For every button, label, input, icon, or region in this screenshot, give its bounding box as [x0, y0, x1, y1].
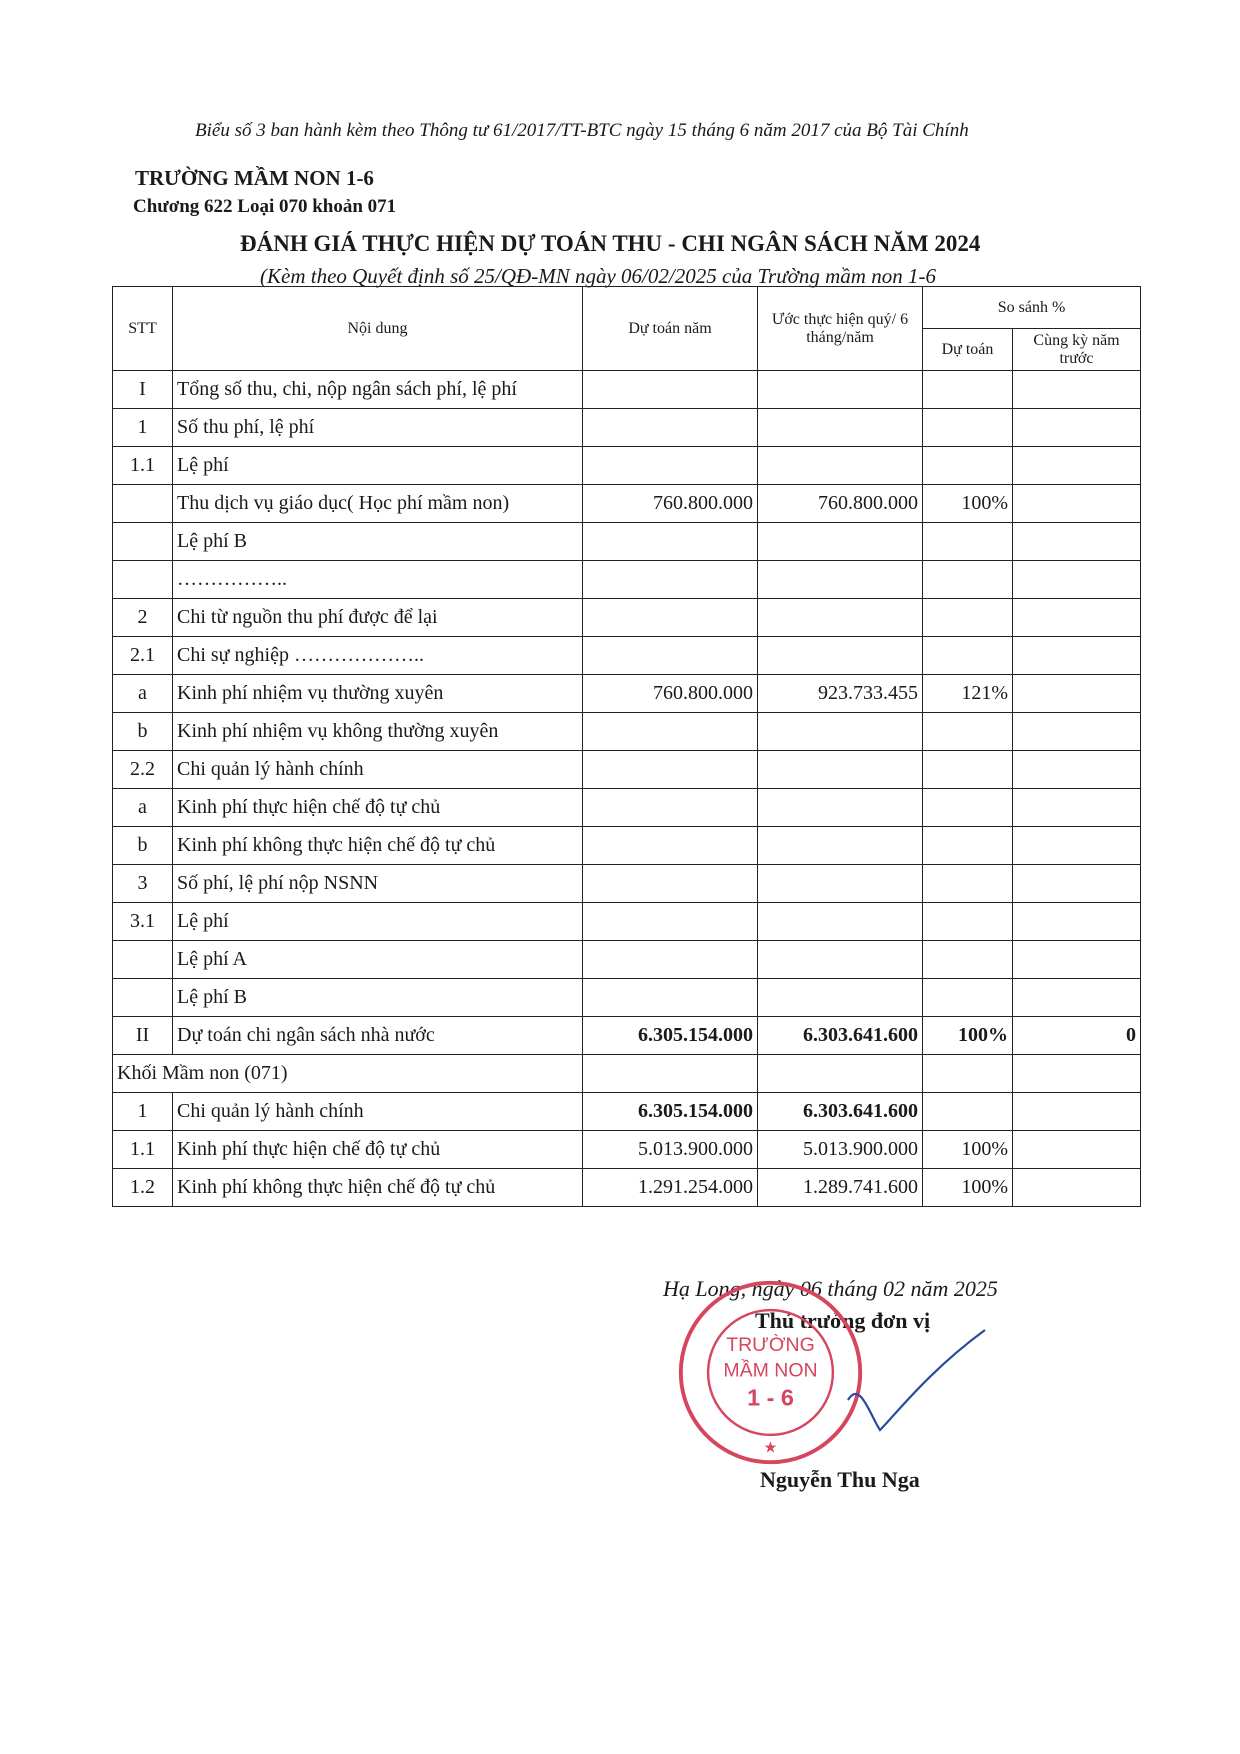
- official-seal: [673, 1275, 868, 1470]
- cell-content: Chi quản lý hành chính: [173, 751, 583, 789]
- cell-budget: [583, 751, 758, 789]
- cell-compare-budget: [923, 979, 1013, 1017]
- table-row: [113, 1055, 1141, 1093]
- cell-stt: 3.1: [113, 903, 173, 941]
- cell-content: Lệ phí: [173, 447, 583, 485]
- header-content: Nội dung: [173, 287, 583, 371]
- table-row: [113, 1017, 1141, 1055]
- cell-compare-prev: [1013, 903, 1141, 941]
- table-row: [113, 485, 1141, 523]
- cell-estimate: 6.303.641.600: [758, 1093, 923, 1131]
- table-row: [113, 637, 1141, 675]
- cell-compare-prev: [1013, 941, 1141, 979]
- cell-budget: 5.013.900.000: [583, 1131, 758, 1169]
- cell-compare-budget: [923, 523, 1013, 561]
- cell-compare-prev: [1013, 561, 1141, 599]
- cell-stt: 1.1: [113, 1131, 173, 1169]
- cell-compare-budget: 100%: [923, 1017, 1013, 1055]
- cell-compare-prev: [1013, 523, 1141, 561]
- cell-stt: 1.2: [113, 1169, 173, 1207]
- cell-content: Lệ phí B: [173, 979, 583, 1017]
- cell-estimate: [758, 561, 923, 599]
- cell-budget: 760.800.000: [583, 675, 758, 713]
- cell-content: Kinh phí nhiệm vụ thường xuyên: [173, 675, 583, 713]
- cell-budget: [583, 637, 758, 675]
- cell-budget: [583, 599, 758, 637]
- header-compare-prev: Cùng kỳ năm trước: [1013, 329, 1141, 371]
- cell-content: Chi sự nghiệp ………………..: [173, 637, 583, 675]
- cell-estimate: [758, 371, 923, 409]
- cell-stt: b: [113, 713, 173, 751]
- cell-budget: [583, 941, 758, 979]
- empty-cell: [583, 1055, 758, 1093]
- empty-cell: [758, 1055, 923, 1093]
- budget-chapter: Chương 622 Loại 070 khoản 071: [133, 196, 397, 217]
- cell-compare-prev: [1013, 637, 1141, 675]
- cell-compare-budget: [923, 371, 1013, 409]
- cell-compare-prev: [1013, 789, 1141, 827]
- cell-content: Kinh phí không thực hiện chế độ tự chủ: [173, 1169, 583, 1207]
- seal-text-3: 1 - 6: [747, 1384, 794, 1411]
- cell-content: Kinh phí thực hiện chế độ tự chủ: [173, 789, 583, 827]
- cell-compare-budget: [923, 903, 1013, 941]
- table-row: [113, 713, 1141, 751]
- cell-compare-prev: [1013, 1131, 1141, 1169]
- cell-content: Kinh phí không thực hiện chế độ tự chủ: [173, 827, 583, 865]
- cell-compare-prev: [1013, 751, 1141, 789]
- table-row: [113, 409, 1141, 447]
- cell-content: Chi quản lý hành chính: [173, 1093, 583, 1131]
- table-row: [113, 371, 1141, 409]
- cell-compare-prev: [1013, 979, 1141, 1017]
- table-row: [113, 979, 1141, 1017]
- cell-content: Lệ phí: [173, 903, 583, 941]
- cell-estimate: [758, 599, 923, 637]
- cell-compare-prev: [1013, 409, 1141, 447]
- cell-content: Tổng số thu, chi, nộp ngân sách phí, lệ phí: [173, 371, 583, 409]
- cell-compare-budget: [923, 751, 1013, 789]
- cell-content: Số thu phí, lệ phí: [173, 409, 583, 447]
- table-row: [113, 675, 1141, 713]
- cell-compare-budget: 100%: [923, 485, 1013, 523]
- table-row: [113, 865, 1141, 903]
- cell-content: Thu dịch vụ giáo dục( Học phí mầm non): [173, 485, 583, 523]
- cell-estimate: [758, 903, 923, 941]
- table-row: [113, 447, 1141, 485]
- cell-content: Kinh phí nhiệm vụ không thường xuyên: [173, 713, 583, 751]
- cell-compare-budget: 100%: [923, 1169, 1013, 1207]
- cell-estimate: 5.013.900.000: [758, 1131, 923, 1169]
- cell-compare-budget: [923, 789, 1013, 827]
- cell-budget: [583, 371, 758, 409]
- cell-estimate: [758, 827, 923, 865]
- table-row: [113, 827, 1141, 865]
- cell-compare-budget: [923, 827, 1013, 865]
- cell-budget: 6.305.154.000: [583, 1093, 758, 1131]
- cell-estimate: [758, 523, 923, 561]
- cell-compare-prev: [1013, 865, 1141, 903]
- school-name: TRƯỜNG MẦM NON 1-6: [135, 166, 374, 190]
- table-row: [113, 1131, 1141, 1169]
- cell-budget: 760.800.000: [583, 485, 758, 523]
- cell-compare-prev: [1013, 485, 1141, 523]
- seal-text-1: TRƯỜNG: [726, 1334, 815, 1357]
- cell-content: ……………..: [173, 561, 583, 599]
- cell-content: Kinh phí thực hiện chế độ tự chủ: [173, 1131, 583, 1169]
- cell-budget: [583, 409, 758, 447]
- cell-compare-prev: [1013, 1169, 1141, 1207]
- empty-cell: [923, 1055, 1013, 1093]
- cell-estimate: 6.303.641.600: [758, 1017, 923, 1055]
- cell-content: Lệ phí A: [173, 941, 583, 979]
- header-compare-budget: Dự toán: [923, 329, 1013, 371]
- group-label: Khối Mầm non (071): [113, 1055, 583, 1093]
- cell-estimate: 1.289.741.600: [758, 1169, 923, 1207]
- cell-estimate: [758, 637, 923, 675]
- empty-cell: [1013, 1055, 1141, 1093]
- cell-compare-prev: [1013, 827, 1141, 865]
- cell-compare-budget: [923, 599, 1013, 637]
- signer-name: Nguyễn Thu Nga: [760, 1467, 920, 1492]
- cell-estimate: [758, 751, 923, 789]
- cell-estimate: [758, 979, 923, 1017]
- cell-compare-prev: [1013, 447, 1141, 485]
- document-subtitle: (Kèm theo Quyết định số 25/QĐ-MN ngày 06/02/2025 của Trường mầm non 1-6: [260, 264, 936, 288]
- signature-stroke: [848, 1330, 985, 1430]
- cell-compare-budget: 121%: [923, 675, 1013, 713]
- cell-compare-prev: [1013, 713, 1141, 751]
- budget-table: [112, 286, 1141, 1207]
- cell-content: Dự toán chi ngân sách nhà nước: [173, 1017, 583, 1055]
- document-title: ĐÁNH GIÁ THỰC HIỆN DỰ TOÁN THU - CHI NGÂN SÁCH NĂM 2024: [240, 231, 981, 256]
- cell-stt: 1: [113, 1093, 173, 1131]
- table-row: [113, 903, 1141, 941]
- cell-budget: 6.305.154.000: [583, 1017, 758, 1055]
- cell-stt: [113, 523, 173, 561]
- cell-stt: a: [113, 675, 173, 713]
- table-row: [113, 941, 1141, 979]
- cell-stt: [113, 979, 173, 1017]
- cell-stt: a: [113, 789, 173, 827]
- cell-budget: 1.291.254.000: [583, 1169, 758, 1207]
- cell-budget: [583, 713, 758, 751]
- cell-budget: [583, 561, 758, 599]
- cell-compare-budget: [923, 713, 1013, 751]
- cell-compare-budget: [923, 447, 1013, 485]
- cell-stt: 1.1: [113, 447, 173, 485]
- cell-stt: [113, 561, 173, 599]
- cell-compare-budget: [923, 941, 1013, 979]
- cell-compare-budget: [923, 1093, 1013, 1131]
- cell-compare-prev: [1013, 675, 1141, 713]
- handwritten-signature: [840, 1320, 990, 1440]
- header-compare: So sánh %: [923, 287, 1141, 329]
- cell-stt: 2: [113, 599, 173, 637]
- cell-budget: [583, 789, 758, 827]
- cell-compare-budget: [923, 637, 1013, 675]
- header-stt: STT: [113, 287, 173, 371]
- cell-estimate: [758, 789, 923, 827]
- cell-compare-prev: [1013, 1093, 1141, 1131]
- table-row: [113, 523, 1141, 561]
- cell-compare-prev: [1013, 599, 1141, 637]
- cell-content: Số phí, lệ phí nộp NSNN: [173, 865, 583, 903]
- cell-content: Lệ phí B: [173, 523, 583, 561]
- cell-compare-budget: 100%: [923, 1131, 1013, 1169]
- table-row: [113, 1093, 1141, 1131]
- table-body: [113, 371, 1141, 1207]
- cell-estimate: [758, 447, 923, 485]
- cell-budget: [583, 827, 758, 865]
- cell-compare-prev: [1013, 371, 1141, 409]
- cell-budget: [583, 865, 758, 903]
- cell-stt: 1: [113, 409, 173, 447]
- seal-star: ★: [763, 1439, 778, 1457]
- cell-budget: [583, 903, 758, 941]
- cell-compare-budget: [923, 409, 1013, 447]
- header-budget: Dự toán năm: [583, 287, 758, 371]
- cell-stt: b: [113, 827, 173, 865]
- signing-date: Hạ Long, ngày 06 tháng 02 năm 2025: [663, 1276, 998, 1301]
- table-row: [113, 751, 1141, 789]
- cell-stt: I: [113, 371, 173, 409]
- header-estimate: Ước thực hiện quý/ 6 tháng/năm: [758, 287, 923, 371]
- cell-estimate: 760.800.000: [758, 485, 923, 523]
- table-row: [113, 599, 1141, 637]
- cell-stt: 2.2: [113, 751, 173, 789]
- cell-budget: [583, 523, 758, 561]
- table-row: [113, 789, 1141, 827]
- cell-stt: 3: [113, 865, 173, 903]
- table-row: [113, 1169, 1141, 1207]
- cell-stt: [113, 941, 173, 979]
- table-row: [113, 561, 1141, 599]
- cell-estimate: [758, 865, 923, 903]
- cell-budget: [583, 979, 758, 1017]
- signer-title: Thủ trưởng đơn vị: [755, 1308, 931, 1333]
- form-reference-note: Biểu số 3 ban hành kèm theo Thông tư 61/2017/TT-BTC ngày 15 tháng 6 năm 2017 của Bộ Tài Chính: [195, 120, 969, 141]
- cell-stt: II: [113, 1017, 173, 1055]
- cell-estimate: [758, 941, 923, 979]
- cell-compare-budget: [923, 561, 1013, 599]
- seal-text-2: MẦM NON: [723, 1359, 818, 1382]
- cell-estimate: [758, 713, 923, 751]
- cell-content: Chi từ nguồn thu phí được để lại: [173, 599, 583, 637]
- cell-stt: 2.1: [113, 637, 173, 675]
- cell-stt: [113, 485, 173, 523]
- cell-estimate: [758, 409, 923, 447]
- cell-compare-budget: [923, 865, 1013, 903]
- cell-compare-prev: 0: [1013, 1017, 1141, 1055]
- cell-budget: [583, 447, 758, 485]
- cell-estimate: 923.733.455: [758, 675, 923, 713]
